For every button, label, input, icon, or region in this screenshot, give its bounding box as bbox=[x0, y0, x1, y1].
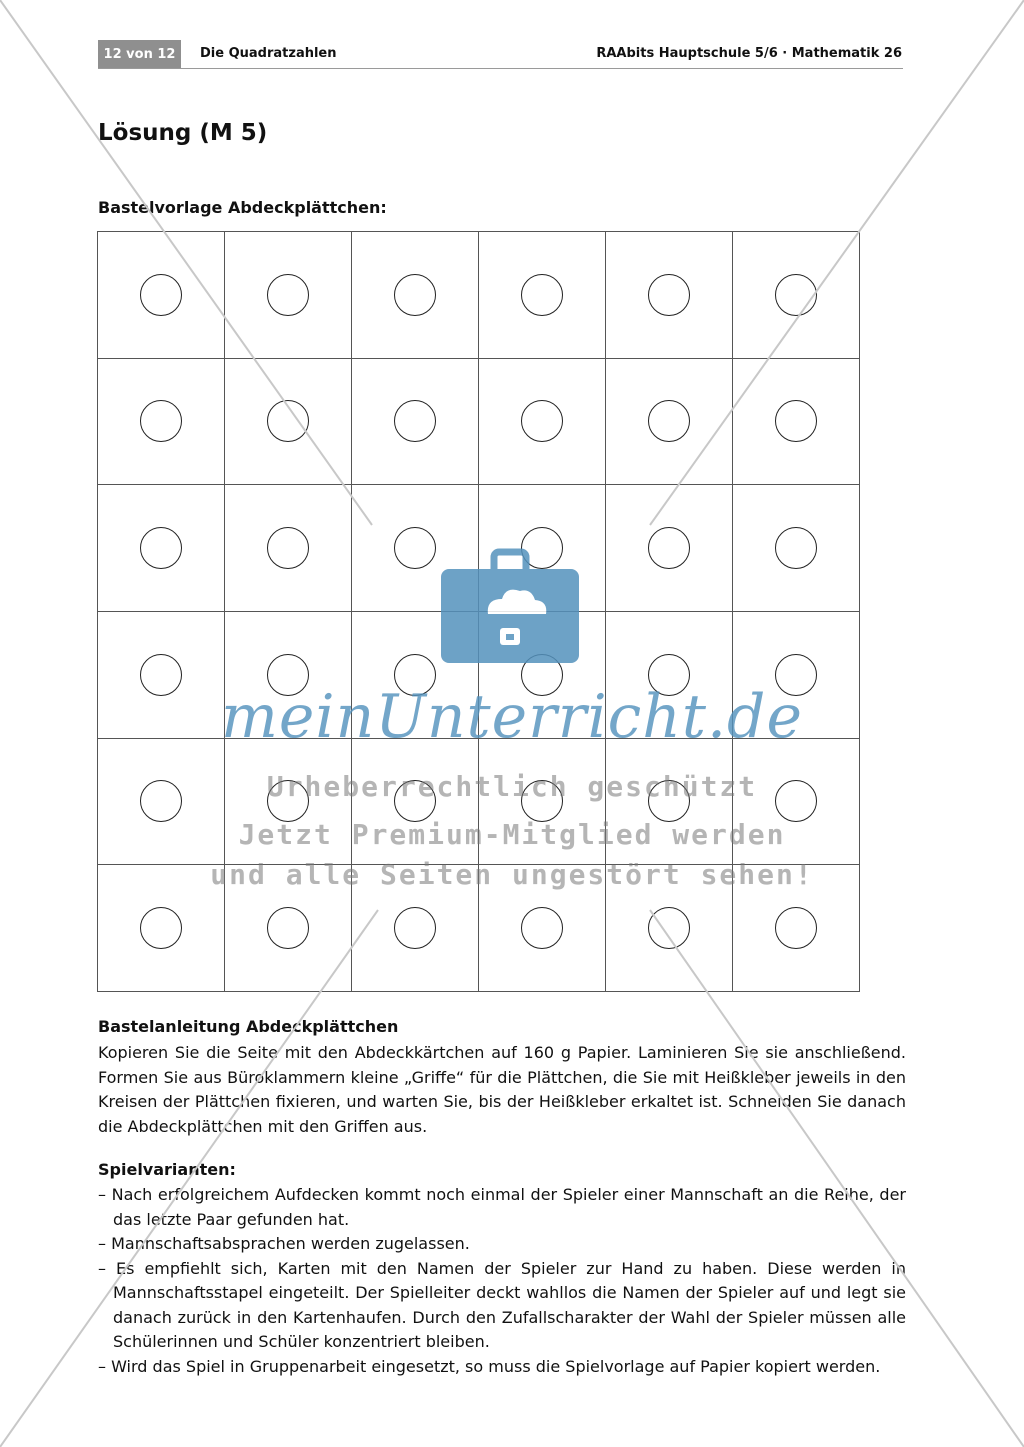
cover-tile bbox=[225, 485, 352, 612]
tile-circle bbox=[267, 654, 309, 696]
tile-circle bbox=[648, 274, 690, 316]
cover-tile bbox=[352, 612, 479, 739]
cover-tile bbox=[606, 739, 733, 866]
cover-tile bbox=[352, 865, 479, 992]
instructions-text: Kopieren Sie die Seite mit den Abdeckkärtchen auf 160 g Papier. Laminieren Sie sie anschließend. Formen Sie aus Büroklammern kleine „Griffe“ für die Plättchen, die Sie mit Heißkleber jeweils in den Kreisen der Plättchen fixieren, und warten Sie, bis der Heißkleber erkaltet ist. Schneiden Sie danach die Abdeckplättchen mit den Griffen aus. bbox=[98, 1043, 906, 1136]
cover-tile bbox=[733, 865, 860, 992]
cover-tile bbox=[225, 612, 352, 739]
tile-circle bbox=[521, 274, 563, 316]
tile-circle bbox=[775, 274, 817, 316]
watermark-line: Urheberrechtlich geschützt bbox=[266, 770, 758, 803]
cover-tile bbox=[606, 359, 733, 486]
cover-tile bbox=[606, 232, 733, 359]
tile-circle bbox=[775, 654, 817, 696]
series-title: RAAbits Hauptschule 5/6 · Mathematik 26 bbox=[596, 46, 902, 61]
cover-tile bbox=[352, 485, 479, 612]
watermark-line: Jetzt Premium-Mitglied werden bbox=[238, 818, 786, 851]
tile-circle bbox=[140, 274, 182, 316]
page-heading: Lösung (M 5) bbox=[98, 120, 268, 146]
page-number-badge: 12 von 12 bbox=[98, 40, 181, 68]
variants-list bbox=[98, 1183, 906, 1379]
cover-tile bbox=[225, 359, 352, 486]
tile-circle bbox=[775, 527, 817, 569]
cover-tile bbox=[98, 359, 225, 486]
tile-template-grid bbox=[97, 231, 860, 992]
tile-circle bbox=[140, 907, 182, 949]
tile-circle bbox=[521, 780, 563, 822]
cover-tile bbox=[606, 612, 733, 739]
tile-circle bbox=[521, 654, 563, 696]
tile-circle bbox=[521, 907, 563, 949]
variant-item: – Mannschaftsabsprachen werden zugelassen. bbox=[98, 1234, 470, 1253]
cover-tile bbox=[479, 739, 606, 866]
template-heading: Bastelvorlage Abdeckplättchen: bbox=[98, 198, 387, 217]
tile-circle bbox=[775, 780, 817, 822]
cover-tile bbox=[225, 232, 352, 359]
cover-tile bbox=[606, 485, 733, 612]
cover-tile bbox=[352, 232, 479, 359]
cover-tile bbox=[98, 865, 225, 992]
header-divider bbox=[98, 68, 903, 69]
cover-tile bbox=[606, 865, 733, 992]
tile-circle bbox=[267, 907, 309, 949]
tile-circle bbox=[394, 907, 436, 949]
cover-tile bbox=[733, 359, 860, 486]
cover-tile bbox=[479, 485, 606, 612]
tile-circle bbox=[267, 400, 309, 442]
cover-tile bbox=[733, 612, 860, 739]
tile-circle bbox=[775, 907, 817, 949]
cover-tile bbox=[225, 865, 352, 992]
watermark-line: und alle Seiten ungestört sehen! bbox=[210, 858, 814, 891]
cover-tile bbox=[479, 865, 606, 992]
tile-circle bbox=[267, 274, 309, 316]
cover-tile bbox=[479, 232, 606, 359]
tile-circle bbox=[648, 654, 690, 696]
instructions-heading: Bastelanleitung Abdeckplättchen bbox=[98, 1017, 399, 1036]
cover-tile bbox=[98, 485, 225, 612]
tile-circle bbox=[267, 780, 309, 822]
tile-circle bbox=[521, 400, 563, 442]
variant-item: – Es empfiehlt sich, Karten mit den Namen der Spieler zur Hand zu haben. Diese werden in Mannschaftsstapel eingeteilt. Der Spielleiter deckt wahllos die Namen der Spieler auf und legt sie danach zurück in den Kartenhaufen. Durch den Zufallscharakter der Wahl der Spieler müssen alle Schülerinnen und Schüler konzentriert bleiben. bbox=[98, 1258, 906, 1351]
cover-tile bbox=[98, 612, 225, 739]
document-title: Die Quadratzahlen bbox=[200, 46, 337, 61]
tile-circle bbox=[140, 400, 182, 442]
tile-circle bbox=[394, 274, 436, 316]
tile-circle bbox=[394, 654, 436, 696]
tile-circle bbox=[140, 527, 182, 569]
cover-tile bbox=[98, 232, 225, 359]
cover-tile bbox=[479, 612, 606, 739]
tile-circle bbox=[648, 527, 690, 569]
cover-tile bbox=[733, 485, 860, 612]
tile-circle bbox=[648, 780, 690, 822]
tile-circle bbox=[394, 400, 436, 442]
variant-item: – Nach erfolgreichem Aufdecken kommt noch einmal der Spieler einer Mannschaft an die Reihe, der das letzte Paar gefunden hat. bbox=[98, 1185, 906, 1229]
tile-circle bbox=[394, 527, 436, 569]
cover-tile bbox=[733, 232, 860, 359]
cover-tile bbox=[479, 359, 606, 486]
cover-tile bbox=[98, 739, 225, 866]
cover-tile bbox=[733, 739, 860, 866]
cover-tile bbox=[352, 739, 479, 866]
watermark-brand: meinUnterricht.de bbox=[221, 682, 803, 752]
tile-circle bbox=[140, 780, 182, 822]
cover-tile bbox=[352, 359, 479, 486]
cover-tile bbox=[225, 739, 352, 866]
tile-circle bbox=[775, 400, 817, 442]
tile-circle bbox=[521, 527, 563, 569]
tile-circle bbox=[648, 907, 690, 949]
variant-item: – Wird das Spiel in Gruppenarbeit eingesetzt, so muss die Spielvorlage auf Papier kopiert werden. bbox=[98, 1356, 881, 1376]
tile-circle bbox=[394, 780, 436, 822]
tile-circle bbox=[267, 527, 309, 569]
tile-circle bbox=[140, 654, 182, 696]
tile-circle bbox=[648, 400, 690, 442]
variants-heading: Spielvarianten: bbox=[98, 1160, 236, 1179]
